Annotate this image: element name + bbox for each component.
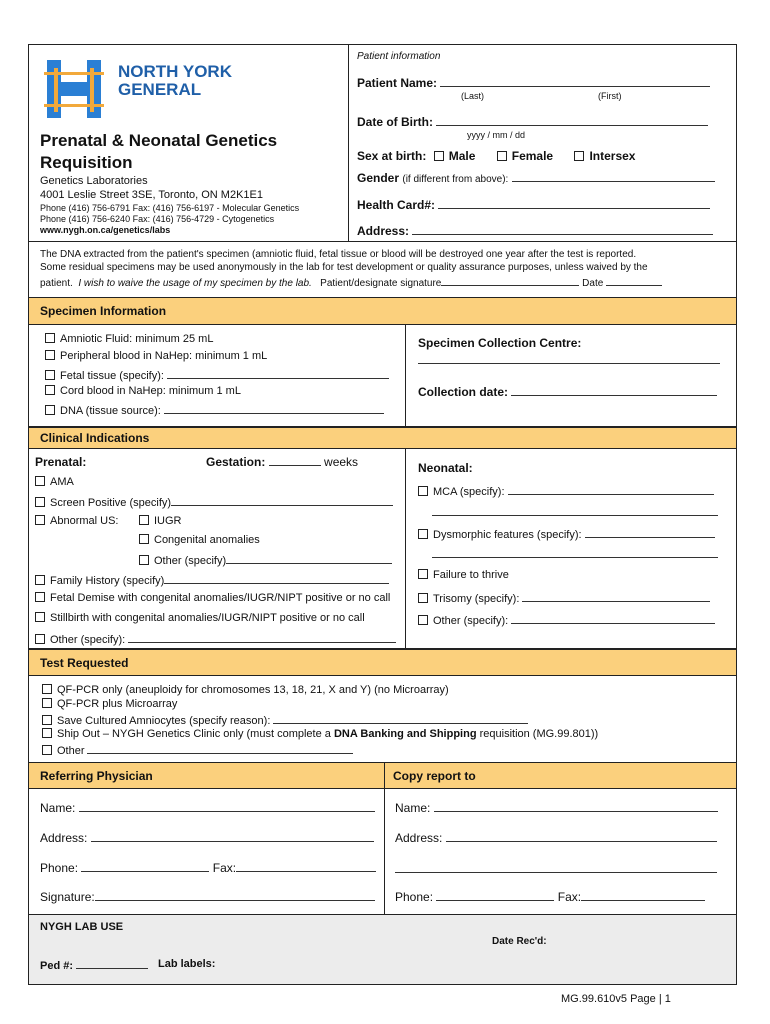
lab-address: 4001 Leslie Street 3SE, Toronto, ON M2K1E1 — [40, 189, 263, 201]
save-cultured-item[interactable]: Save Cultured Amniocytes (specify reason): — [42, 713, 528, 727]
specimen-dna[interactable]: DNA (tissue source): — [45, 403, 384, 417]
dysmorphic-item[interactable]: Dysmorphic features (specify): — [418, 527, 715, 541]
lab-name: Genetics Laboratories — [40, 175, 148, 187]
mca-line2[interactable] — [432, 507, 718, 516]
screen-positive-item[interactable]: Screen Positive (specify) — [35, 495, 393, 509]
mca-item[interactable]: MCA (specify): — [418, 484, 714, 498]
qf-pcr-only-checkbox[interactable] — [42, 684, 52, 694]
specimen-peripheral[interactable]: Peripheral blood in NaHep: minimum 1 mL — [45, 350, 267, 362]
amniotic-checkbox[interactable] — [45, 333, 55, 343]
notice-line3: patient. I wish to waive the usage of my specimen by the lab. Patient/designate signature Date — [40, 275, 662, 289]
specimen-cord-blood[interactable]: Cord blood in NaHep: minimum 1 mL — [45, 385, 241, 397]
family-history-checkbox[interactable] — [35, 575, 45, 585]
waive-date-field[interactable] — [606, 275, 662, 286]
clinical-divider — [405, 449, 406, 648]
trisomy-checkbox[interactable] — [418, 593, 428, 603]
fetal-tissue-checkbox[interactable] — [45, 370, 55, 380]
peripheral-checkbox[interactable] — [45, 350, 55, 360]
header-bottom-rule — [28, 241, 737, 242]
gestation: Gestation: weeks — [206, 455, 359, 469]
copy-phone: Phone: Fax: — [395, 890, 705, 904]
physician-address: Address: — [40, 831, 374, 845]
ama-item[interactable]: AMA — [35, 476, 74, 488]
logo-line2: GENERAL — [118, 80, 202, 99]
ship-out-checkbox[interactable] — [42, 728, 52, 738]
failure-item[interactable]: Failure to thrive — [418, 569, 509, 581]
sex-female-checkbox[interactable] — [497, 151, 507, 161]
stillbirth-item[interactable]: Stillbirth with congenital anomalies/IUGR/NIPT positive or no call — [35, 612, 365, 624]
notice-line1: The DNA extracted from the patient's specimen (amniotic fluid, fetal tissue or blood will be destroyed one year after the test is reported. — [40, 249, 637, 260]
family-history-item[interactable]: Family History (specify) — [35, 573, 389, 587]
lab-website[interactable]: www.nygh.on.ca/genetics/labs — [40, 225, 171, 235]
neonatal-other-checkbox[interactable] — [418, 615, 428, 625]
copy-phone-field[interactable] — [436, 890, 554, 901]
abnormal-us-checkbox[interactable] — [35, 515, 45, 525]
dysmorphic-line2[interactable] — [432, 549, 718, 558]
page-title-line2: Requisition — [40, 153, 133, 172]
collection-centre-field[interactable] — [418, 353, 720, 364]
lab-phone-cyto: Phone (416) 756-6240 Fax: (416) 756-4729 - Cytogenetics — [40, 214, 275, 224]
physician-phone: Phone: Fax: — [40, 861, 376, 875]
dob-format: yyyy / mm / dd — [467, 130, 526, 140]
iugr-item[interactable]: IUGR — [139, 515, 182, 527]
waive-signature-field[interactable] — [441, 275, 579, 286]
dob-field[interactable] — [436, 115, 708, 126]
copy-address-line2[interactable] — [395, 862, 717, 873]
lab-labels: Lab labels: — [158, 958, 216, 970]
dna-checkbox[interactable] — [45, 405, 55, 415]
notice-line2: Some residual specimens may be used anonymously in the lab for test development or quality assurance purposes, unless waived by the — [40, 262, 648, 273]
screen-positive-checkbox[interactable] — [35, 497, 45, 507]
ped-field[interactable] — [76, 958, 148, 969]
patient-divider — [348, 44, 349, 241]
copy-address: Address: — [395, 831, 717, 845]
us-other-item[interactable]: Other (specify) — [139, 553, 392, 567]
physician-divider — [384, 762, 385, 914]
tests-other-item[interactable]: Other — [42, 743, 353, 757]
collection-date-label: Collection date: — [418, 385, 717, 399]
copy-address-field[interactable] — [446, 831, 717, 842]
qf-pcr-plus-item[interactable]: QF-PCR plus Microarray — [42, 698, 177, 710]
failure-checkbox[interactable] — [418, 569, 428, 579]
sex-intersex-checkbox[interactable] — [574, 151, 584, 161]
qf-pcr-plus-checkbox[interactable] — [42, 698, 52, 708]
tests-header-bar — [28, 649, 737, 676]
copy-name: Name: — [395, 801, 718, 815]
lab-use-area — [29, 915, 736, 984]
health-card-field[interactable] — [438, 198, 710, 209]
address-field[interactable] — [412, 224, 713, 235]
prenatal-other-item[interactable]: Other (specify): — [35, 632, 396, 646]
physician-name-field[interactable] — [79, 801, 375, 812]
specimen-title: Specimen Information — [40, 304, 167, 318]
iugr-checkbox[interactable] — [139, 515, 149, 525]
dysmorphic-checkbox[interactable] — [418, 529, 428, 539]
gender-label: Gender (if different from above): — [357, 171, 715, 185]
copy-name-field[interactable] — [434, 801, 718, 812]
collection-date-field[interactable] — [511, 385, 717, 396]
congenital-checkbox[interactable] — [139, 534, 149, 544]
first-name-label: (First) — [598, 91, 622, 101]
logo — [44, 58, 104, 120]
lab-phone-molecular: Phone (416) 756-6791 Fax: (416) 756-6197 - Molecular Genetics — [40, 203, 300, 213]
trisomy-item[interactable]: Trisomy (specify): — [418, 591, 710, 605]
specimen-fetal-tissue[interactable]: Fetal tissue (specify): — [45, 368, 389, 382]
physician-title: Referring Physician — [40, 769, 153, 783]
page-code: MG.99.610v5 Page | 1 — [561, 993, 671, 1005]
specimen-divider — [405, 325, 406, 426]
copy-title: Copy report to — [393, 769, 476, 783]
physician-address-field[interactable] — [91, 831, 374, 842]
address-label: Address: — [357, 224, 713, 238]
specimen-amniotic[interactable]: Amniotic Fluid: minimum 25 mL — [45, 333, 213, 345]
collection-centre-label: Specimen Collection Centre: — [418, 336, 582, 350]
tests-other-checkbox[interactable] — [42, 745, 52, 755]
physician-fax-field[interactable] — [236, 861, 376, 872]
logo-line1: NORTH YORK — [118, 62, 232, 81]
sex-at-birth: Sex at birth: Male Female Intersex — [357, 149, 636, 163]
dob-label: Date of Birth: — [357, 115, 708, 129]
ped-label: Ped #: — [40, 958, 148, 972]
us-other-checkbox[interactable] — [139, 555, 149, 565]
tests-title: Test Requested — [40, 656, 129, 670]
save-cultured-checkbox[interactable] — [42, 715, 52, 725]
cord-blood-checkbox[interactable] — [45, 385, 55, 395]
fetal-demise-checkbox[interactable] — [35, 592, 45, 602]
sex-male-checkbox[interactable] — [434, 151, 444, 161]
copy-fax-field[interactable] — [581, 890, 705, 901]
page-title-line1: Prenatal & Neonatal Genetics — [40, 131, 278, 150]
neonatal-other-item[interactable]: Other (specify): — [418, 613, 715, 627]
gender-field[interactable] — [512, 171, 715, 182]
physician-phone-field[interactable] — [81, 861, 209, 872]
stillbirth-checkbox[interactable] — [35, 612, 45, 622]
ama-checkbox[interactable] — [35, 476, 45, 486]
logo-h-icon — [44, 58, 104, 120]
date-recd-label: Date Rec'd: — [492, 936, 547, 947]
mca-checkbox[interactable] — [418, 486, 428, 496]
qf-pcr-only-item[interactable]: QF-PCR only (aneuploidy for chromosomes 13, 18, 21, X and Y) (no Microarray) — [42, 684, 449, 696]
abnormal-us-item[interactable]: Abnormal US: — [35, 515, 118, 527]
patient-section-label: Patient information — [357, 51, 441, 62]
lab-use-title: NYGH LAB USE — [40, 921, 124, 933]
physician-signature: Signature: — [40, 890, 375, 904]
health-card-label: Health Card#: — [357, 198, 710, 212]
physician-name: Name: — [40, 801, 375, 815]
patient-name-label: Patient Name: — [357, 76, 710, 90]
ship-out-item[interactable]: Ship Out – NYGH Genetics Clinic only (must complete a DNA Banking and Shipping requisition (MG.99.801)) — [42, 728, 598, 740]
neonatal-label: Neonatal: — [418, 461, 473, 475]
prenatal-other-checkbox[interactable] — [35, 634, 45, 644]
last-name-label: (Last) — [461, 91, 485, 101]
patient-name-field[interactable] — [440, 76, 710, 87]
congenital-item[interactable]: Congenital anomalies — [139, 534, 260, 546]
fetal-demise-item[interactable]: Fetal Demise with congenital anomalies/IUGR/NIPT positive or no call — [35, 592, 390, 604]
physician-signature-field[interactable] — [95, 890, 375, 901]
gestation-field[interactable] — [269, 455, 321, 466]
clinical-title: Clinical Indications — [40, 431, 150, 445]
prenatal-label: Prenatal: — [35, 455, 87, 469]
